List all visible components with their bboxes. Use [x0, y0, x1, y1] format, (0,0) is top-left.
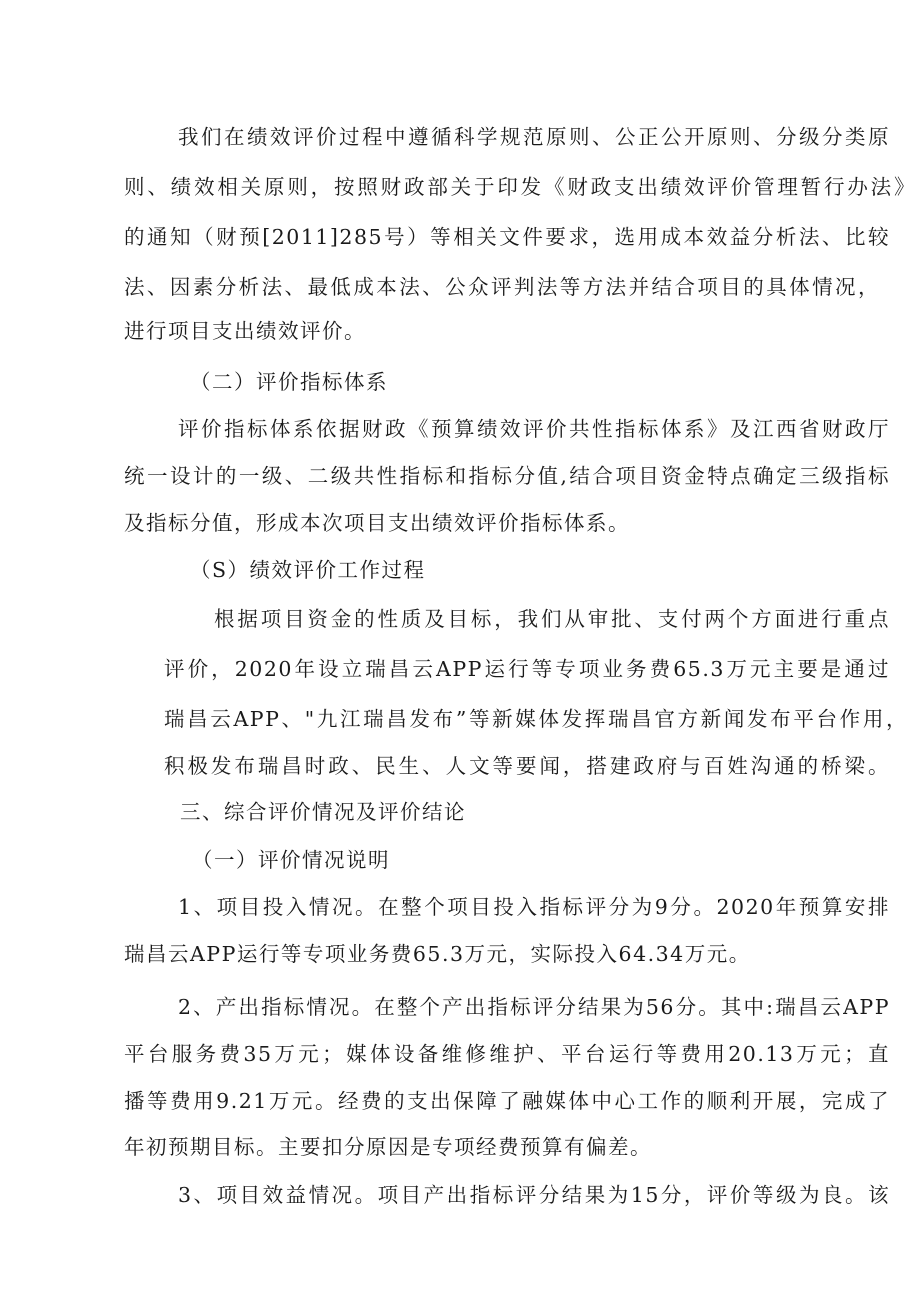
paragraph-2-line-3: 及指标分值，形成本次项目支出绩效评价指标体系。	[124, 511, 630, 535]
paragraph-4-line-1: 1、项目投入情况。在整个项目投入指标评分为9分。2020年预算安排	[178, 895, 890, 919]
paragraph-2-line-1: 评价指标体系依据财政《预算绩效评价共性指标体系》及江西省财政厅	[178, 417, 890, 441]
paragraph-5-line-3: 播等费用9.21万元。经费的支出保障了融媒体中心工作的顺利开展，完成了	[124, 1089, 890, 1113]
paragraph-4-line-2: 瑞昌云APP运行等专项业务费65.3万元，实际投入64.34万元。	[124, 942, 751, 966]
paragraph-2-line-2: 统一设计的一级、二级共性指标和指标分值,结合项目资金特点确定三级指标	[124, 464, 890, 488]
paragraph-6-line-1: 3、项目效益情况。项目产出指标评分结果为15分，评价等级为良。该	[178, 1183, 890, 1207]
section-heading-2: （二）评价指标体系	[190, 370, 388, 394]
paragraph-1-line-5: 进行项目支出绩效评价。	[124, 319, 366, 343]
paragraph-1-line-2: 则、绩效相关原则，按照财政部关于印发《财政支出绩效评价管理暂行办法》	[124, 175, 916, 199]
paragraph-5-line-2: 平台服务费35万元；媒体设备维修维护、平台运行等费用20.13万元；直	[124, 1042, 890, 1066]
paragraph-5-line-1: 2、产出指标情况。在整个产出指标评分结果为56分。其中:瑞昌云APP	[178, 995, 890, 1019]
paragraph-5-line-4: 年初预期目标。主要扣分原因是专项经费预算有偏差。	[124, 1135, 652, 1159]
paragraph-1-line-1: 我们在绩效评价过程中遵循科学规范原则、公正公开原则、分级分类原	[178, 125, 890, 149]
chapter-heading-3: 三、综合评价情况及评价结论	[180, 800, 466, 824]
paragraph-3-line-4: 积极发布瑞昌时政、民生、人文等要闻，搭建政府与百姓沟通的桥梁。	[164, 754, 890, 778]
paragraph-3-line-3: 瑞昌云APP、"九江瑞昌发布”等新媒体发挥瑞昌官方新闻发布平台作用，	[164, 707, 908, 731]
paragraph-1-line-3: 的通知（财预[2011]285号）等相关文件要求，选用成本效益分析法、比较	[124, 225, 890, 249]
paragraph-3-line-1: 根据项目资金的性质及目标，我们从审批、支付两个方面进行重点	[214, 607, 890, 631]
section-heading-1: （一）评价情况说明	[192, 848, 390, 872]
paragraph-3-line-2: 评价，2020年设立瑞昌云APP运行等专项业务费65.3万元主要是通过	[164, 657, 890, 681]
paragraph-1-line-4: 法、因素分析法、最低成本法、公众评判法等方法并结合项目的具体情况，	[124, 275, 880, 299]
section-heading-3: （S）绩效评价工作过程	[190, 558, 426, 582]
